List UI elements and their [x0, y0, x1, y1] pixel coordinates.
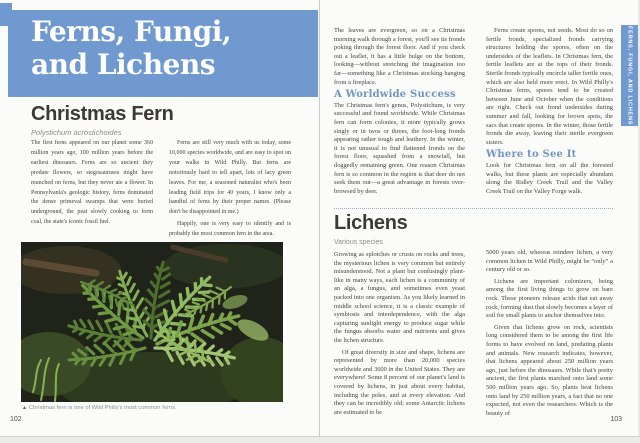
page-number-right: 103 [610, 416, 622, 423]
lichens-column-2 [486, 249, 613, 418]
paragraph: Happily, one is very easy to identify and is probably the most common fern in the area. [169, 221, 291, 238]
lichens-column-1 [334, 251, 465, 417]
photo-caption [22, 405, 284, 411]
paragraph: Ferns are still very much with us today, some 10,000 species worldwide, and are easy to spot on your walks in Wild Philly. But ferns are notoriously hard to tell apart, lots of lacy green leaves. For me, a seasoned naturalist who's been leading field trips for 40 years, I know only a handful of ferns by their proper names. (Please don't be disappointed in me.) [169, 140, 291, 216]
paragraph: 5000 years old, whereas reindeer lichen, a very common lichen in Wild Philly, might be “only” a century old or so. [486, 249, 613, 274]
chapter-edge-tab [621, 25, 638, 126]
section-title-christmas-fern: Christmas Fern [31, 103, 174, 125]
page-number-left: 102 [10, 416, 22, 423]
left-page-column-2 [169, 139, 291, 240]
paragraph: The first ferns appeared on our planet some 360 million years ago, 100 million years before the earliest dinosaurs. Ferns are so ancient they predate flowers, so stegosauruses might have munched on ferns, but they never ate a flower. In Pennsylvania's geologic history, ferns dominated the dense primeval swamps that were buried underground, the peat slowly cooking to form coal, the state's iconic fossil fuel. [31, 140, 153, 226]
section-title-lichens: Lichens [334, 212, 408, 234]
paragraph: Lichens are important colonizers, being among the first living things to grow on bare rock. These pioneers release acids that eat away rock, forming dust that slowly becomes a layer of soil for small plants to anchor themselves into. [486, 277, 613, 320]
caption-marker-icon: ▲ [22, 405, 27, 411]
paragraph: The Christmas fern's genus, Polystichum, is very successful and found worldwide. While Christmas fern can form colonies, it more typically grows singly or in twos or threes, the foot-long fronds appearing rather tough and leathery. In the winter, it is not unusual to find flattened fronds on the forest floor, squashed from a snowfall, but doggedly remaining green. One reason Christmas fern is so common in the region is that deer do not seek them out—a great advantage in forests over-browsed by deer. [334, 101, 465, 195]
paragraph: Of great diversity in size and shape, lichens are represented by more than 20,000 species worldwide and 3600 in the United States. They are everywhere! Some 8 percent of our planet's land is covered by lichens, in just about every habitat, including the poles, and at every elevation. And they can be incredibly old; some Antarctic lichens are estimated to be [334, 348, 465, 416]
paragraph: Ferns create spores, not seeds. Most do so on fertile fronds, specialized fronds carrying structures holding the spores, often on the undersides of the leaflets. In Christmas fern, the fertile leaflets are at the tops of their fronds. Sterile fronds typically encircle taller fertile ones, which are also held more erect. In Wild Philly's Christmas ferns, spores tend to be created between June and October when the conditions are right. Check out frond undersides during summer and fall, looking for brown spots, the sacs that create spores. In the winter, those fertile fronds die away, leaving their sterile evergreen sisters. [486, 27, 613, 146]
chapter-edge-tab-label: FERNS, FUNGI, AND LICHENS [626, 25, 633, 126]
chapter-title-line2: and Lichens [31, 48, 215, 81]
paragraph: Growing as splotches or crusts on rocks and trees, the mysterious lichen is very common but entirely misunderstood. Not a plant but confusingly plant-like in many ways, each lichen is a community of an alga, a fungus, and sometimes even yeast packed into one organism. As you likely learned in middle school science, it is a classic example of symbiosis and interdependence, with the alga capturing sunlight energy to produce sugar while the fungus absorbs water and nutrients and gives the lichen structure. [334, 251, 465, 344]
species-name: Polystichum acrostichoides [31, 128, 122, 137]
christmas-fern-photo [21, 242, 283, 402]
page-gutter-line [319, 0, 320, 436]
subheading-worldwide-success: A Worldwide Success [334, 89, 456, 101]
paragraph: Given that lichens grow on rock, scientists long considered them to be among the first life forms to have evolved on land, predating plants and animals. New research indicates, however, that lichens appeared about 250 million years ago, just before the dinosaurs. While that's pretty ancient, the first plants marched onto land some 500 million years ago. So, plants beat lichens onto land by 250 million years, a fact that no one expected, not even the researchers. Which is the beauty of [486, 323, 613, 417]
photo-caption-text: Christmas fern is one of Wild Philly's most common ferns. [28, 405, 177, 411]
dotted-section-divider [334, 208, 613, 209]
lichens-subtitle: Various species [334, 239, 383, 246]
chapter-title [31, 15, 231, 81]
right-page-column-2 [486, 27, 613, 196]
paragraph: Look for Christmas fern on all the forested walks, but these plants are especially abundant along the Ridley Creek Trail and the Valley Creek Trail on the Valley Forge walk. [486, 161, 613, 195]
subheading-where-to-see-it: Where to See It [486, 149, 577, 161]
paragraph: The leaves are evergreen, so on a Christmas morning walk through a forest, you'll see its fronds poking through the forest floor. And if you check out a leaflet, it has a little bulge on the bottom, looking—without stretching the imagination too far—something like a Christmas stocking hanging from a fireplace. [334, 27, 465, 86]
chapter-title-line1: Ferns, Fungi, [31, 15, 232, 48]
left-page-column-1 [31, 139, 153, 228]
right-page-column-1 [334, 27, 465, 196]
fern-photo-illustration [21, 242, 283, 402]
page-bottom-edge [0, 436, 640, 443]
